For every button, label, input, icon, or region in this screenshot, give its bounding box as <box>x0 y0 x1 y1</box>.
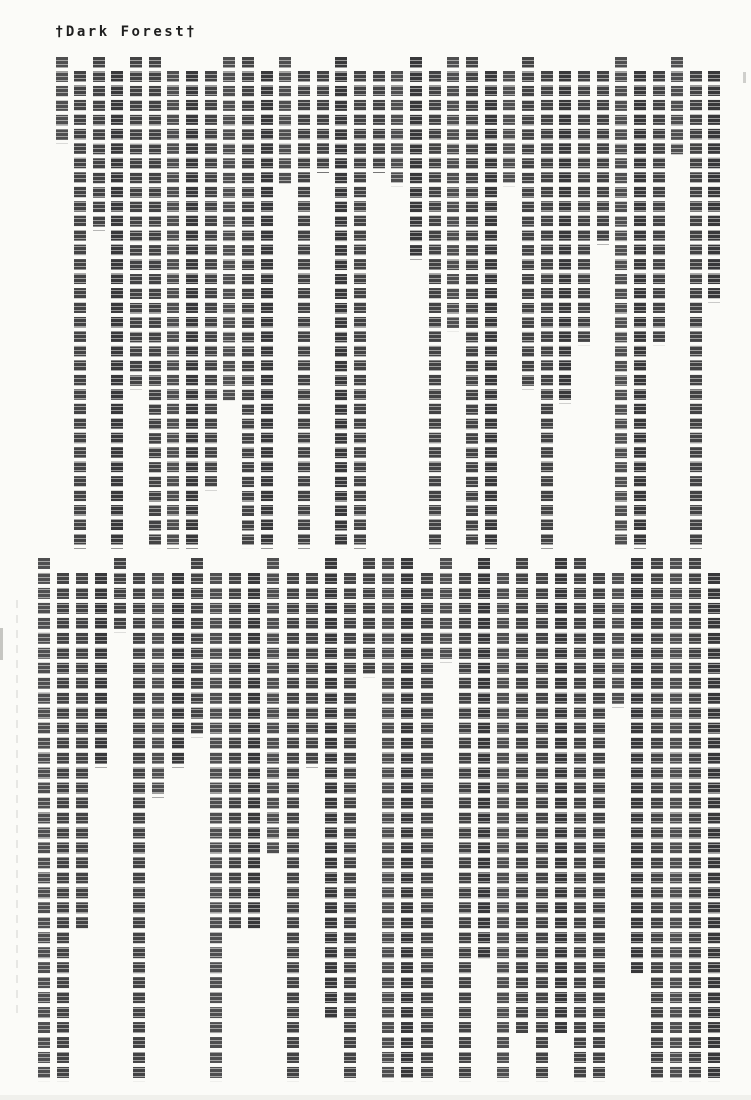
text-column <box>409 57 422 260</box>
text-column <box>94 573 107 768</box>
text-column <box>92 57 105 231</box>
text-column <box>596 71 609 245</box>
text-column <box>516 558 529 1037</box>
text-column <box>75 573 88 932</box>
text-column <box>298 71 311 549</box>
text-column <box>305 573 318 768</box>
text-column <box>335 57 348 549</box>
text-column <box>209 573 222 1082</box>
text-column <box>652 71 665 346</box>
text-column <box>316 71 329 172</box>
text-column <box>503 71 516 187</box>
text-column <box>439 558 452 663</box>
text-column <box>708 71 721 303</box>
text-column <box>669 558 682 1082</box>
text-block-top <box>55 57 721 549</box>
text-block-bottom <box>37 558 721 1082</box>
text-column <box>167 71 180 549</box>
text-column <box>484 71 497 549</box>
text-column <box>577 71 590 346</box>
text-column <box>554 558 567 1037</box>
text-column <box>37 558 50 1082</box>
text-column <box>267 558 280 857</box>
text-column <box>186 71 199 549</box>
text-column <box>688 558 701 1082</box>
text-column <box>223 57 236 404</box>
text-column <box>573 558 586 1082</box>
text-column <box>401 558 414 1082</box>
text-column <box>372 71 385 172</box>
text-column <box>447 57 460 332</box>
page-title: †Dark Forest† <box>55 24 198 40</box>
text-column <box>204 71 217 491</box>
text-column <box>171 573 184 768</box>
text-column <box>458 573 471 1082</box>
text-column <box>707 573 720 1082</box>
text-column <box>248 573 261 932</box>
scan-showthrough <box>16 600 18 1020</box>
text-column <box>540 71 553 549</box>
text-column <box>55 57 68 144</box>
text-column <box>152 573 165 798</box>
scan-artifact <box>0 628 3 660</box>
text-column <box>133 573 146 1082</box>
text-column <box>535 573 548 1082</box>
text-column <box>521 57 534 390</box>
text-column <box>148 57 161 549</box>
text-column <box>279 57 292 187</box>
text-column <box>286 573 299 1082</box>
scan-edge <box>0 1095 751 1100</box>
text-column <box>478 558 491 962</box>
text-column <box>382 558 395 1082</box>
text-column <box>344 573 357 1082</box>
text-column <box>559 71 572 404</box>
text-column <box>633 71 646 549</box>
text-column <box>56 573 69 1082</box>
text-column <box>391 71 404 187</box>
text-column <box>74 71 87 549</box>
text-column <box>130 57 143 390</box>
text-column <box>190 558 203 738</box>
text-column <box>229 573 242 932</box>
text-column <box>111 71 124 549</box>
text-column <box>114 558 127 633</box>
text-column <box>465 57 478 549</box>
text-column <box>497 573 510 1082</box>
scan-artifact <box>743 72 746 83</box>
text-column <box>671 57 684 158</box>
text-column <box>354 71 367 549</box>
text-column <box>615 57 628 549</box>
text-column <box>363 558 376 678</box>
text-column <box>324 558 337 1022</box>
text-column <box>650 558 663 1082</box>
text-column <box>428 71 441 549</box>
text-column <box>689 71 702 549</box>
text-column <box>612 573 625 708</box>
text-column <box>420 573 433 1082</box>
text-column <box>242 57 255 549</box>
text-column <box>260 71 273 549</box>
text-column <box>593 573 606 1082</box>
text-column <box>631 558 644 977</box>
